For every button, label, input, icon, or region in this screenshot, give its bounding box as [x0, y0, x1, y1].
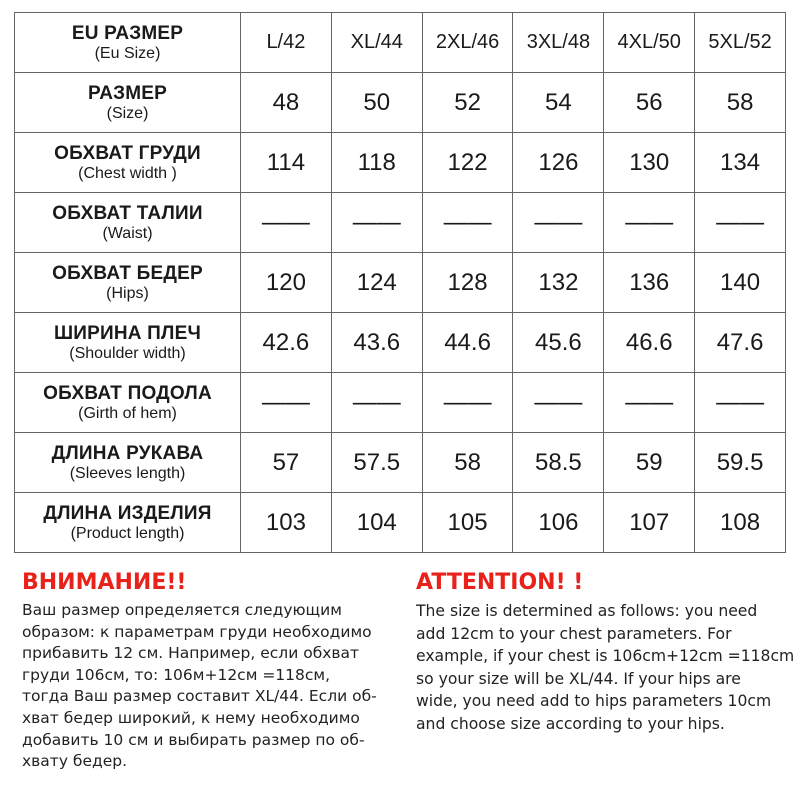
size-chart-row: [15, 13, 786, 73]
size-value-cell: ——: [331, 373, 422, 433]
attention-text-line: add 12cm to your chest parameters. For: [416, 624, 732, 643]
size-value-cell: 126: [513, 133, 604, 193]
size-value-cell: 45.6: [513, 313, 604, 373]
size-value-cell: 43.6: [331, 313, 422, 373]
size-value-cell: 42.6: [241, 313, 332, 373]
size-value-cell: 48: [241, 73, 332, 133]
row-label-en: (Chest width ): [78, 164, 177, 182]
notes-section: [0, 568, 800, 800]
attention-note-ru: [22, 568, 407, 773]
size-value-cell: 59.5: [695, 433, 786, 493]
attention-text-line: and choose size according to your hips.: [416, 714, 725, 733]
attention-body-en: [416, 600, 800, 736]
size-value-cell: ——: [241, 193, 332, 253]
row-label-ru: ДЛИНА РУКАВА: [51, 442, 204, 464]
row-label-cell: [15, 433, 241, 493]
attention-text-line: example, if your chest is 106cm+12cm =118cm: [416, 647, 795, 666]
size-value-cell: 2XL/46: [422, 13, 513, 73]
size-value-cell: 57.5: [331, 433, 422, 493]
size-value-cell: 130: [604, 133, 695, 193]
row-label-ru: ШИРИНА ПЛЕЧ: [53, 322, 201, 344]
size-value-cell: ——: [422, 193, 513, 253]
size-value-cell: L/42: [241, 13, 332, 73]
row-label-ru: РАЗМЕР: [88, 82, 167, 104]
attention-text-line: тогда Ваш размер составит XL/44. Если об-: [22, 687, 377, 706]
size-value-cell: ——: [604, 373, 695, 433]
row-label-cell: [15, 373, 241, 433]
size-value-cell: 103: [241, 493, 332, 553]
size-value-cell: 58: [422, 433, 513, 493]
row-label-en: (Girth of hem): [78, 404, 177, 422]
size-value-cell: ——: [695, 373, 786, 433]
row-label-cell: [15, 13, 241, 73]
size-chart-row: [15, 493, 786, 553]
attention-title-en: ATTENTION! !: [416, 570, 584, 595]
size-chart-row: [15, 253, 786, 313]
row-label-en: (Waist): [102, 224, 153, 242]
size-value-cell: ——: [331, 193, 422, 253]
row-label-en: (Product length): [70, 524, 185, 542]
size-chart-row: [15, 313, 786, 373]
row-label-cell: [15, 133, 241, 193]
size-value-cell: 124: [331, 253, 422, 313]
size-value-cell: 5XL/52: [695, 13, 786, 73]
size-value-cell: ——: [241, 373, 332, 433]
attention-note-en: [416, 568, 800, 736]
size-value-cell: ——: [513, 193, 604, 253]
attention-text-line: wide, you need add to hips parameters 10cm: [416, 692, 772, 711]
size-value-cell: 59: [604, 433, 695, 493]
attention-title-ru: ВНИМАНИЕ!!: [22, 570, 187, 595]
size-value-cell: 57: [241, 433, 332, 493]
size-value-cell: 134: [695, 133, 786, 193]
attention-text-line: прибавить 12 см. Например, если обхват: [22, 644, 360, 663]
row-label-cell: [15, 313, 241, 373]
size-value-cell: 140: [695, 253, 786, 313]
attention-text-line: The size is determined as follows: you need: [416, 602, 758, 620]
row-label-en: (Hips): [106, 284, 149, 302]
row-label-en: (Shoulder width): [69, 344, 186, 362]
size-value-cell: ——: [513, 373, 604, 433]
size-value-cell: 128: [422, 253, 513, 313]
size-value-cell: 58: [695, 73, 786, 133]
size-value-cell: 44.6: [422, 313, 513, 373]
size-value-cell: 47.6: [695, 313, 786, 373]
size-value-cell: 54: [513, 73, 604, 133]
size-value-cell: 4XL/50: [604, 13, 695, 73]
size-chart-table: [14, 12, 786, 553]
size-value-cell: 50: [331, 73, 422, 133]
size-chart-row: [15, 373, 786, 433]
row-label-cell: [15, 493, 241, 553]
size-value-cell: 136: [604, 253, 695, 313]
size-value-cell: 58.5: [513, 433, 604, 493]
row-label-ru: EU РАЗМЕР: [71, 22, 184, 44]
size-value-cell: 46.6: [604, 313, 695, 373]
size-value-cell: 105: [422, 493, 513, 553]
row-label-en: (Eu Size): [94, 44, 161, 62]
row-label-ru: ОБХВАТ ТАЛИИ: [52, 202, 203, 224]
size-value-cell: ——: [422, 373, 513, 433]
size-chart-row: [15, 133, 786, 193]
size-value-cell: 52: [422, 73, 513, 133]
size-value-cell: 120: [241, 253, 332, 313]
row-label-en: (Sleeves length): [69, 464, 186, 482]
attention-text-line: добавить 10 см и выбирать размер по об-: [22, 730, 365, 749]
size-value-cell: 56: [604, 73, 695, 133]
size-chart-body: [15, 13, 786, 553]
row-label-ru: ОБХВАТ ПОДОЛА: [43, 382, 212, 404]
attention-text-line: so your size will be XL/44. If your hips are: [416, 669, 741, 688]
size-value-cell: 104: [331, 493, 422, 553]
attention-text-line: хват бедер широкий, к нему необходимо: [22, 708, 360, 727]
size-chart-row: [15, 73, 786, 133]
size-value-cell: ——: [604, 193, 695, 253]
size-chart-row: [15, 433, 786, 493]
size-value-cell: 107: [604, 493, 695, 553]
row-label-cell: [15, 253, 241, 313]
attention-text-line: образом: к параметрам груди необходимо: [22, 622, 372, 641]
size-value-cell: 106: [513, 493, 604, 553]
row-label-en: (Size): [106, 104, 149, 122]
size-value-cell: 3XL/48: [513, 13, 604, 73]
size-value-cell: 132: [513, 253, 604, 313]
attention-text-line: Ваш размер определяется следующим: [22, 601, 342, 619]
row-label-ru: ДЛИНА ИЗДЕЛИЯ: [43, 502, 212, 524]
row-label-cell: [15, 193, 241, 253]
row-label-ru: ОБХВАТ ГРУДИ: [54, 142, 201, 164]
size-value-cell: 114: [241, 133, 332, 193]
attention-body-ru: [22, 600, 407, 773]
size-value-cell: 118: [331, 133, 422, 193]
attention-text-line: хвату бедер.: [22, 752, 128, 771]
size-value-cell: ——: [695, 193, 786, 253]
size-chart-row: [15, 193, 786, 253]
size-value-cell: 122: [422, 133, 513, 193]
row-label-ru: ОБХВАТ БЕДЕР: [52, 262, 203, 284]
row-label-cell: [15, 73, 241, 133]
attention-text-line: груди 106см, то: 106м+12см =118см,: [22, 665, 331, 684]
size-value-cell: XL/44: [331, 13, 422, 73]
size-value-cell: 108: [695, 493, 786, 553]
